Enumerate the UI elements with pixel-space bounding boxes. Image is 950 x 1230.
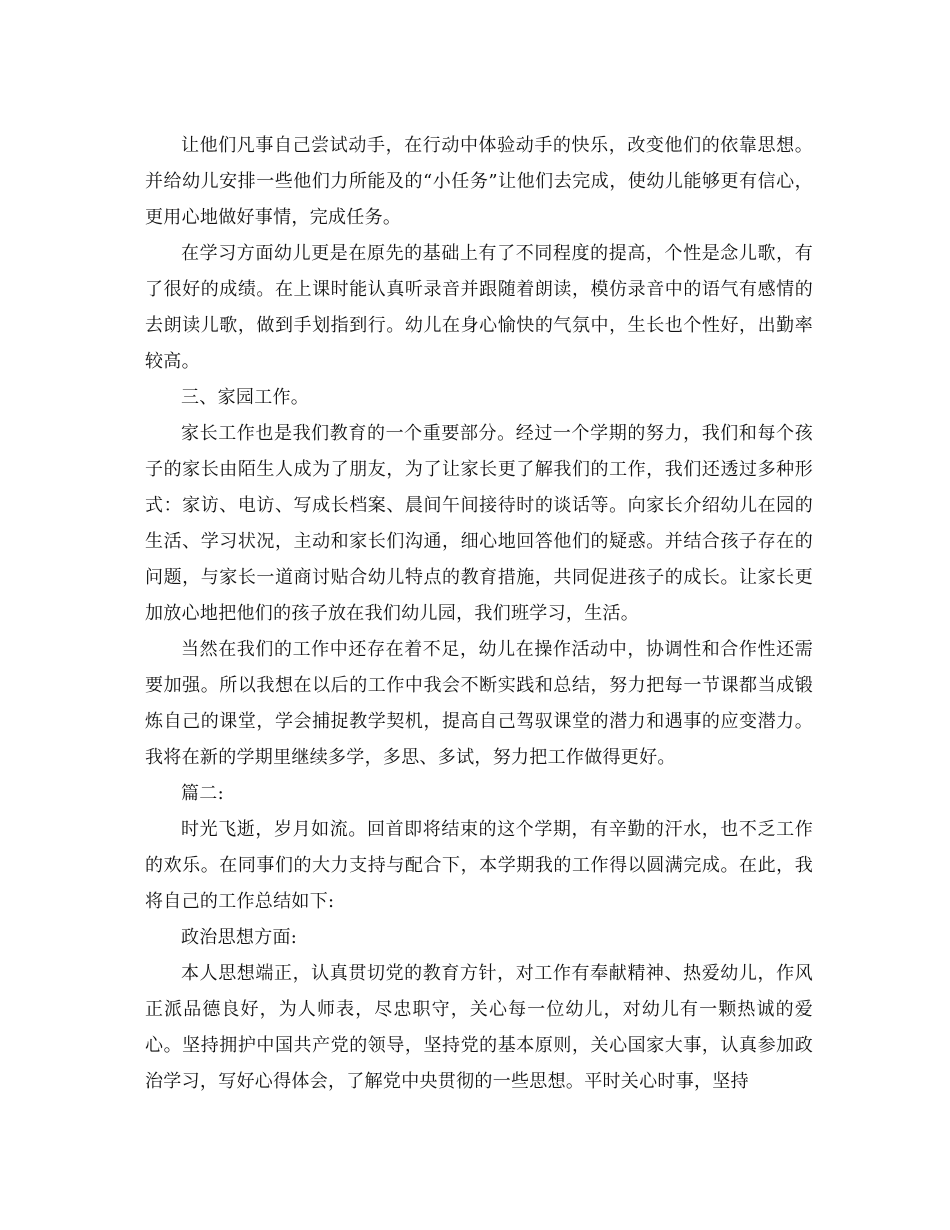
paragraph-1: 让他们凡事自己尝试动手，在行动中体验动手的快乐，改变他们的依靠思想。并给幼儿安排一些他们力所能及的“小任务”让他们去完成，使幼儿能够更有信心，更用心地做好事情，完成任务。: [145, 135, 813, 228]
section-heading-part-two: 篇二:: [181, 783, 224, 804]
section-heading-home-school: 三、家园工作。: [181, 387, 310, 408]
paragraph-3: 家长工作也是我们教育的一个重要部分。经过一个学期的努力，我们和每个孩子的家长由陌生人成为了朋友，为了让家长更了解我们的工作，我们还透过多种形式：家访、电访、写成长档案、晨间午间接待时的谈话等。向家长介绍幼儿在园的生活、学习状况，主动和家长们沟通，细心地回答他们的疑惑。并结合孩子存在的问题，与家长一道商讨贴合幼儿特点的教育措施，共同促进孩子的成长。让家长更加放心地把他们的孩子放在我们幼儿园，我们班学习，生活。: [145, 423, 813, 624]
paragraph-2: 在学习方面幼儿更是在原先的基础上有了不同程度的提高，个性是念儿歌，有了很好的成绩。在上课时能认真听录音并跟随着朗读，模仿录音中的语气有感情的去朗读儿歌，做到手划指到行。幼儿在身心愉快的气氛中，生长也个性好，出勤率较高。: [145, 243, 813, 372]
section-heading-political: 政治思想方面:: [181, 927, 298, 948]
paragraph-6: 本人思想端正，认真贯切党的教育方针，对工作有奉献精神、热爱幼儿，作风正派品德良好，为人师表，尽忠职守，关心每一位幼儿，对幼儿有一颗热诚的爱心。坚持拥护中国共产党的领导，坚持党的基本原则，关心国家大事，认真参加政治学习，写好心得体会，了解党中央贯彻的一些思想。平时关心时事，坚持: [145, 963, 813, 1092]
document-body: [145, 128, 813, 1100]
paragraph-5: 时光飞逝，岁月如流。回首即将结束的这个学期，有辛勤的汗水，也不乏工作的欢乐。在同事们的大力支持与配合下，本学期我的工作得以圆满完成。在此，我将自己的工作总结如下:: [145, 819, 813, 912]
paragraph-4: 当然在我们的工作中还存在着不足，幼儿在操作活动中，协调性和合作性还需要加强。所以我想在以后的工作中我会不断实践和总结，努力把每一节课都当成锻炼自己的课堂，学会捕捉教学契机，提高自己驾驭课堂的潜力和遇事的应变潜力。我将在新的学期里继续多学，多思、多试，努力把工作做得更好。: [145, 639, 813, 768]
